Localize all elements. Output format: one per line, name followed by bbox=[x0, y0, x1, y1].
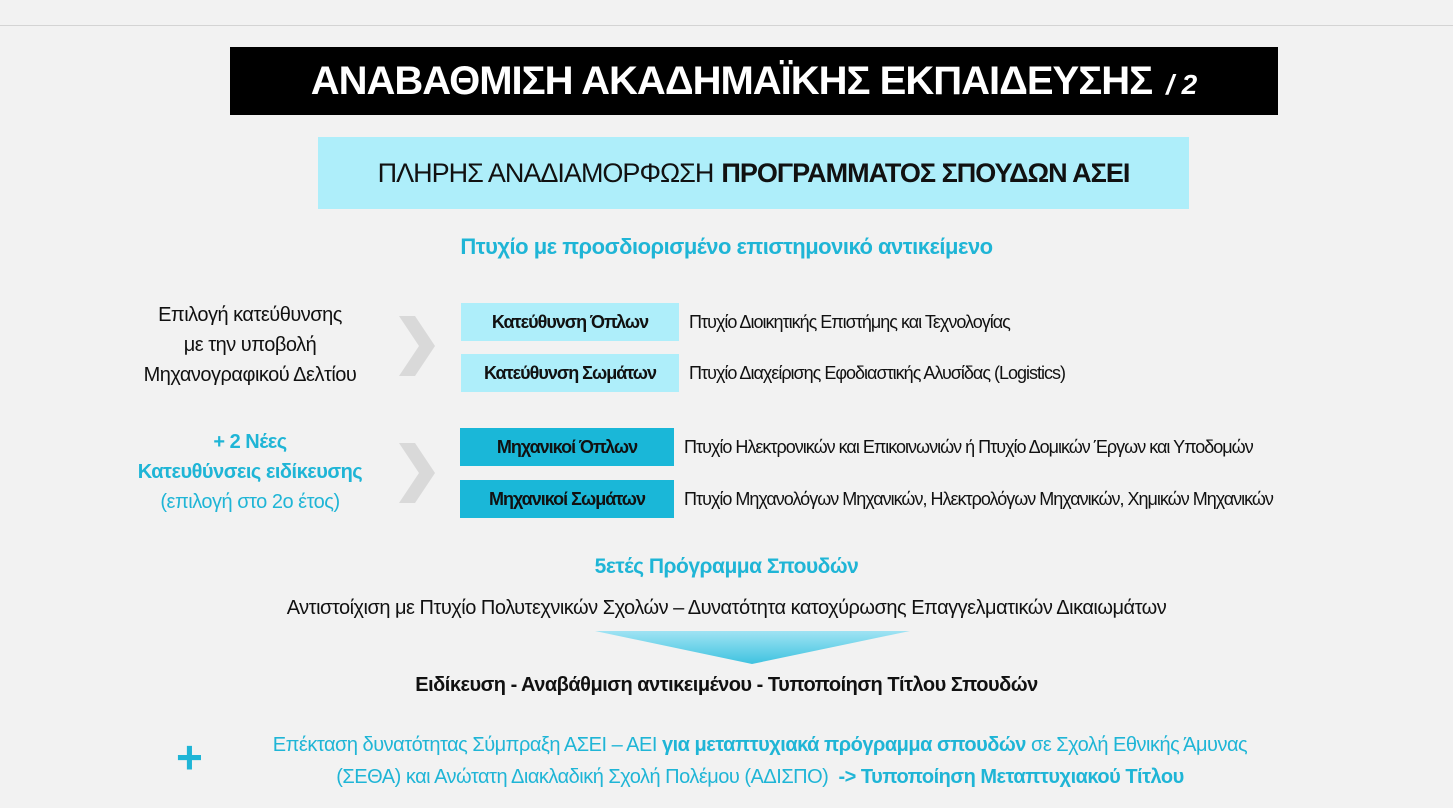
extension-part1: Επέκταση δυνατότητας Σύμπραξη ΑΣΕΙ – ΑΕΙ bbox=[272, 734, 657, 756]
down-triangle-arrow-icon bbox=[595, 631, 910, 664]
extension-part3: σε Σχολή Εθνικής Άμυνας bbox=[1030, 734, 1248, 756]
direction-choice-line: με την υποβολή bbox=[183, 334, 317, 356]
chevron-right-icon bbox=[397, 316, 437, 376]
program-equivalence-line: Αντιστοίχιση με Πτυχίο Πολυτεχνικών Σχολών – Δυνατότητα κατοχύρωσης Επαγγελματικών Δικαιωμάτων bbox=[286, 597, 1167, 619]
direction-choice-line: Μηχανογραφικού Δελτίου bbox=[143, 364, 357, 386]
new-directions-line: + 2 Νέες bbox=[213, 431, 287, 453]
extension-text bbox=[225, 729, 1295, 793]
subtitle-normal: ΠΛΗΡΗΣ ΑΝΑΔΙΑΜΟΡΦΩΣΗ bbox=[377, 157, 714, 188]
title-main: ΑΝΑΒΑΘΜΙΣΗ ΑΚΑΔΗΜΑΪΚΗΣ ΕΚΠΑΙΔΕΥΣΗΣ bbox=[310, 58, 1153, 103]
direction-desc-weapons: Πτυχίο Διοικητικής Επιστήμης και Τεχνολογίας bbox=[689, 312, 1010, 332]
program-heading: 5ετές Πρόγραμμα Σπουδών bbox=[594, 555, 859, 578]
engineering-pill-weapons: Μηχανικοί Όπλων bbox=[460, 428, 674, 466]
engineering-desc-weapons: Πτυχίο Ηλεκτρονικών και Επικοινωνιών ή Πτυχίο Δομικών Έργων και Υποδομών bbox=[684, 437, 1253, 457]
direction-desc-corps: Πτυχίο Διαχείρισης Εφοδιαστικής Αλυσίδας (Logistics) bbox=[689, 363, 1066, 383]
direction-choice-line: Επιλογή κατεύθυνσης bbox=[158, 304, 342, 326]
extension-part2: για μεταπτυχιακά πρόγραμμα σπουδών bbox=[661, 734, 1026, 756]
new-directions-text bbox=[100, 427, 400, 517]
extension-part5: -> Τυποποίηση Μεταπτυχιακού Τίτλου bbox=[838, 766, 1184, 788]
program-result: Ειδίκευση - Αναβάθμιση αντικειμένου - Τυποποίηση Τίτλου Σπουδών bbox=[415, 674, 1038, 696]
new-directions-line: Κατευθύνσεις ειδίκευσης bbox=[137, 461, 363, 483]
plus-icon: + bbox=[176, 731, 203, 783]
extension-part4: (ΣΕΘΑ) και Ανώτατη Διακλαδική Σχολή Πολέμου (ΑΔΙΣΠΟ) bbox=[336, 766, 829, 788]
degree-heading: Πτυχίο με προσδιορισμένο επιστημονικό αντικείμενο bbox=[460, 234, 993, 259]
direction-pill-corps: Κατεύθυνση Σωμάτων bbox=[461, 354, 679, 392]
engineering-desc-corps: Πτυχίο Μηχανολόγων Μηχανικών, Ηλεκτρολόγων Μηχανικών, Χημικών Μηχανικών bbox=[684, 489, 1273, 509]
engineering-pill-corps: Μηχανικοί Σωμάτων bbox=[460, 480, 674, 518]
direction-choice-text bbox=[110, 300, 390, 390]
slide-title bbox=[230, 47, 1278, 115]
chevron-right-icon bbox=[397, 443, 437, 503]
title-page-number: / 2 bbox=[1166, 69, 1198, 100]
new-directions-line: (επιλογή στο 2ο έτος) bbox=[160, 491, 340, 513]
subtitle-banner bbox=[318, 137, 1189, 209]
subtitle-bold: ΠΡΟΓΡΑΜΜΑΤΟΣ ΣΠΟΥΔΩΝ ΑΣΕΙ bbox=[721, 157, 1130, 188]
direction-pill-weapons: Κατεύθυνση Όπλων bbox=[461, 303, 679, 341]
top-divider bbox=[0, 25, 1453, 26]
